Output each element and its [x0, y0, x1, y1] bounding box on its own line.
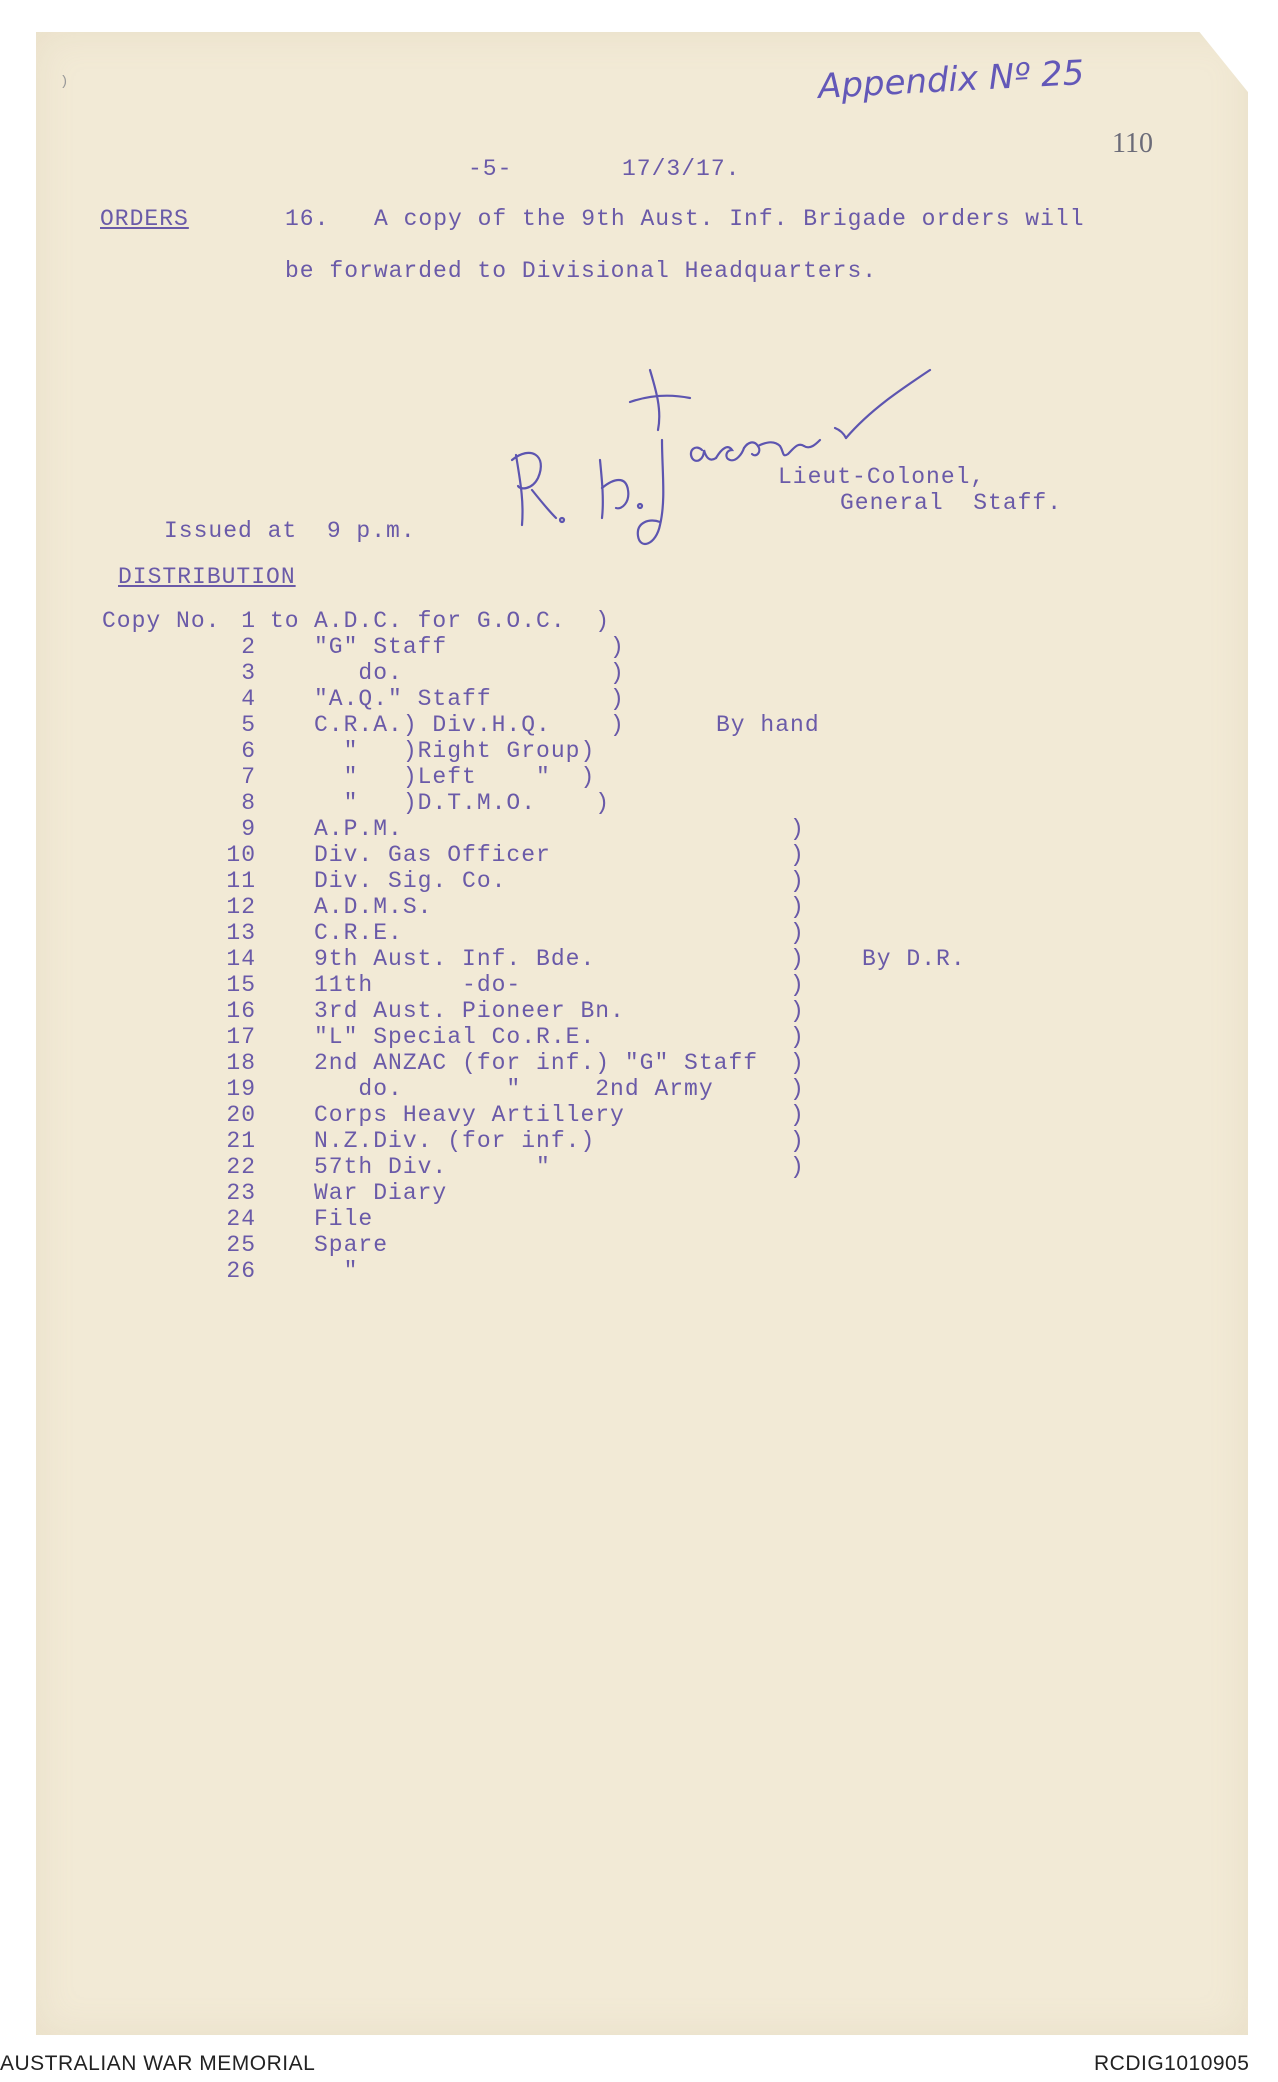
order-number: 16.	[285, 206, 330, 232]
signatory-title: General Staff.	[840, 490, 1063, 516]
recipient: War Diary	[314, 1180, 448, 1206]
distribution-row	[0, 972, 1278, 998]
bracket-mark: )	[790, 946, 805, 972]
recipient: A.D.C. for G.O.C. )	[314, 608, 611, 634]
appendix-note: Appendix Nº 25	[817, 53, 1086, 107]
copy-number: 18	[226, 1050, 256, 1076]
bracket-mark: )	[790, 842, 805, 868]
copy-number: 17	[226, 1024, 256, 1050]
distribution-row	[0, 738, 1278, 764]
distribution-row	[0, 1050, 1278, 1076]
order-text-line-2: be forwarded to Divisional Headquarters.	[285, 258, 878, 284]
recipient: 2nd ANZAC (for inf.) "G" Staff	[314, 1050, 759, 1076]
section-heading: ORDERS	[100, 206, 189, 232]
margin-mark: )	[60, 74, 69, 90]
recipient: Spare	[314, 1232, 389, 1258]
distribution-row	[0, 920, 1278, 946]
signatory-rank: Lieut-Colonel,	[778, 464, 986, 490]
page-number: -5-	[468, 156, 513, 182]
copy-number: 3	[241, 660, 256, 686]
distribution-row	[0, 634, 1278, 660]
recipient: 3rd Aust. Pioneer Bn.	[314, 998, 625, 1024]
recipient: 9th Aust. Inf. Bde.	[314, 946, 596, 972]
distribution-row	[0, 1024, 1278, 1050]
distribution-row	[0, 790, 1278, 816]
copy-number: 10	[226, 842, 256, 868]
copy-number: 25	[226, 1232, 256, 1258]
distribution-row	[0, 868, 1278, 894]
recipient: N.Z.Div. (for inf.)	[314, 1128, 596, 1154]
handwritten-signature	[490, 350, 1010, 570]
bracket-mark: )	[790, 1102, 805, 1128]
copy-number: 6	[241, 738, 256, 764]
bracket-mark: )	[790, 1154, 805, 1180]
archive-credit: AUSTRALIAN WAR MEMORIAL	[0, 2052, 316, 2075]
copy-number: 26	[226, 1258, 256, 1284]
distribution-row	[0, 816, 1278, 842]
recipient: " )Left " )	[314, 764, 596, 790]
copy-number: 20	[226, 1102, 256, 1128]
copy-range-to: to	[270, 608, 300, 634]
recipient: A.D.M.S.	[314, 894, 433, 920]
copy-number: 11	[226, 868, 256, 894]
distribution-row	[0, 660, 1278, 686]
issued-time: Issued at 9 p.m.	[164, 518, 416, 544]
copy-number: 24	[226, 1206, 256, 1232]
distribution-row	[0, 764, 1278, 790]
copy-number: 4	[241, 686, 256, 712]
order-text-line-1: A copy of the 9th Aust. Inf. Brigade orders will	[374, 206, 1085, 232]
distribution-row	[0, 1180, 1278, 1206]
distribution-row	[0, 946, 1278, 972]
distribution-row	[0, 998, 1278, 1024]
distribution-heading: DISTRIBUTION	[118, 564, 296, 590]
distribution-row	[0, 608, 1278, 634]
by-hand-label: By hand	[716, 712, 820, 738]
bracket-mark: )	[790, 1024, 805, 1050]
bracket-mark: )	[790, 1128, 805, 1154]
copy-number: 19	[226, 1076, 256, 1102]
distribution-row	[0, 1128, 1278, 1154]
copy-number: 5	[241, 712, 256, 738]
bracket-mark: )	[790, 894, 805, 920]
bracket-mark: )	[790, 920, 805, 946]
recipient: "A.Q." Staff )	[314, 686, 625, 712]
recipient: "	[314, 1258, 359, 1284]
copy-prefix: Copy No.	[102, 608, 221, 634]
recipient: File	[314, 1206, 374, 1232]
copy-number: 9	[241, 816, 256, 842]
copy-number: 2	[241, 634, 256, 660]
copy-number: 13	[226, 920, 256, 946]
recipient: A.P.M.	[314, 816, 403, 842]
copy-number: 22	[226, 1154, 256, 1180]
recipient: Div. Gas Officer	[314, 842, 551, 868]
bracket-mark: )	[790, 1050, 805, 1076]
distribution-row	[0, 1232, 1278, 1258]
recipient: "L" Special Co.R.E.	[314, 1024, 596, 1050]
distribution-row	[0, 1154, 1278, 1180]
bracket-mark: )	[790, 1076, 805, 1102]
copy-number: 7	[241, 764, 256, 790]
document-date: 17/3/17.	[622, 156, 741, 182]
recipient: "G" Staff )	[314, 634, 625, 660]
copy-number: 23	[226, 1180, 256, 1206]
recipient: do. )	[314, 660, 625, 686]
distribution-row	[0, 842, 1278, 868]
recipient: C.R.A.) Div.H.Q. )	[314, 712, 625, 738]
distribution-row	[0, 1258, 1278, 1284]
recipient: 11th -do-	[314, 972, 522, 998]
distribution-row	[0, 1102, 1278, 1128]
copy-number: 21	[226, 1128, 256, 1154]
bracket-mark: )	[790, 868, 805, 894]
copy-number: 12	[226, 894, 256, 920]
copy-number: 14	[226, 946, 256, 972]
bracket-mark: )	[790, 972, 805, 998]
recipient: Div. Sig. Co.	[314, 868, 507, 894]
recipient: C.R.E.	[314, 920, 403, 946]
distribution-row	[0, 686, 1278, 712]
distribution-row	[0, 1076, 1278, 1102]
archive-reference: RCDIG1010905	[1094, 2052, 1250, 2075]
distribution-row	[0, 1206, 1278, 1232]
bracket-mark: )	[790, 998, 805, 1024]
copy-number: 1	[241, 608, 256, 634]
recipient: Corps Heavy Artillery	[314, 1102, 625, 1128]
recipient: " )Right Group)	[314, 738, 596, 764]
by-dr-label: By D.R.	[862, 946, 966, 972]
recipient: " )D.T.M.O. )	[314, 790, 611, 816]
folio-number: 110	[1112, 128, 1153, 159]
recipient: 57th Div. "	[314, 1154, 551, 1180]
recipient: do. " 2nd Army	[314, 1076, 714, 1102]
distribution-row	[0, 894, 1278, 920]
bracket-mark: )	[790, 816, 805, 842]
copy-number: 8	[241, 790, 256, 816]
copy-number: 16	[226, 998, 256, 1024]
copy-number: 15	[226, 972, 256, 998]
distribution-row	[0, 712, 1278, 738]
